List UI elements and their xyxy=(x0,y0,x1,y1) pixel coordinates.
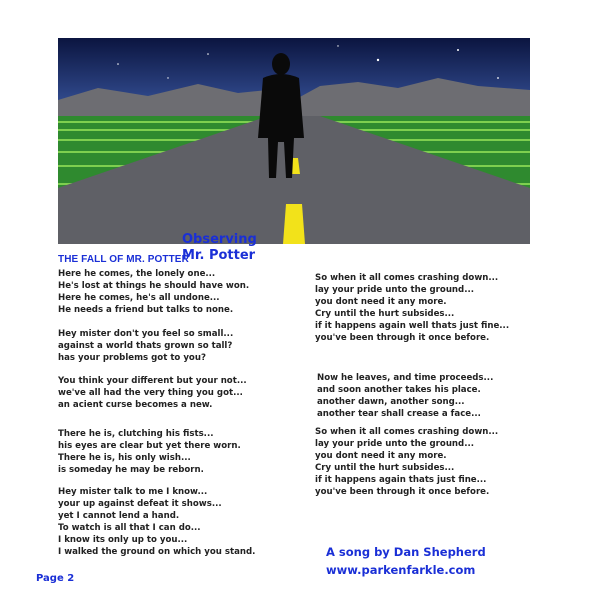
verse-5 xyxy=(58,486,255,558)
lyric-line: you've been through it once before. xyxy=(315,487,490,497)
lyric-line: is someday he may be reborn. xyxy=(58,465,204,475)
lyric-line: He's lost at things he should have won. xyxy=(58,281,250,291)
illustration-title-line: Observing xyxy=(182,232,257,247)
lyric-line: Hey mister don't you feel so small... xyxy=(58,329,234,339)
lyric-line: an acient curse becomes a new. xyxy=(58,400,213,410)
lyric-line: Here he comes, he's all undone... xyxy=(58,293,220,303)
lyric-line: I walked the ground on which you stand. xyxy=(58,547,256,557)
lyric-line: yet I cannot lend a hand. xyxy=(58,511,180,521)
lyric-line: To watch is all that I can do... xyxy=(58,523,201,533)
lyric-line: Hey mister talk to me I know... xyxy=(58,487,208,497)
lyric-line: I know its only up to you... xyxy=(58,535,188,545)
lyric-line: Here he comes, the lonely one... xyxy=(58,269,216,279)
lyric-line: we've all had the very thing you got... xyxy=(58,388,243,398)
lyric-line: So when it all comes crashing down... xyxy=(315,427,499,437)
lyric-line: There he is, his only wish... xyxy=(58,453,191,463)
road-scene-art xyxy=(58,38,530,244)
chorus-1 xyxy=(315,272,509,344)
lyric-line: if it happens again thats just fine... xyxy=(315,475,487,485)
lyric-line: you dont need it any more. xyxy=(315,451,447,461)
lyric-line: There he is, clutching his fists... xyxy=(58,429,214,439)
website-url: www.parkenfarkle.com xyxy=(326,563,476,577)
lyric-line: Now he leaves, and time proceeds... xyxy=(317,373,494,383)
lyric-line: has your problems got to you? xyxy=(58,353,206,363)
lyric-line: you dont need it any more. xyxy=(315,297,447,307)
verse-4 xyxy=(58,428,241,476)
chorus-2 xyxy=(315,426,498,498)
author-credit: A song by Dan Shepherd xyxy=(326,545,486,559)
lyric-line: lay your pride unto the ground... xyxy=(315,285,474,295)
verse-3 xyxy=(58,375,247,411)
lyric-line: if it happens again well thats just fine... xyxy=(315,321,510,331)
lyric-line: and soon another takes his place. xyxy=(317,385,481,395)
lyric-line: his eyes are clear but yet there worn. xyxy=(58,441,241,451)
page-number: Page 2 xyxy=(36,573,75,584)
lyric-line: He needs a friend but talks to none. xyxy=(58,305,234,315)
song-credit xyxy=(326,543,486,579)
lyric-line: against a world thats grown so tall? xyxy=(58,341,233,351)
lyric-line: you've been through it once before. xyxy=(315,333,490,343)
lyric-line: So when it all comes crashing down... xyxy=(315,273,499,283)
lyric-line: Cry until the hurt subsides... xyxy=(315,463,455,473)
illustration-title xyxy=(182,232,302,264)
lyric-line: another dawn, another song... xyxy=(317,397,465,407)
lyric-line: another tear shall crease a face... xyxy=(317,409,481,419)
verse-2 xyxy=(58,328,233,364)
illustration-title-line: Mr. Potter xyxy=(182,248,256,263)
verse-1 xyxy=(58,268,249,316)
lyric-line: your up against defeat it shows... xyxy=(58,499,222,509)
lyric-line: You think your different but your not... xyxy=(58,376,247,386)
lyric-line: lay your pride unto the ground... xyxy=(315,439,474,449)
song-title: THE FALL OF MR. POTTER xyxy=(58,254,189,265)
verse-6 xyxy=(317,372,493,420)
lyric-line: Cry until the hurt subsides... xyxy=(315,309,455,319)
